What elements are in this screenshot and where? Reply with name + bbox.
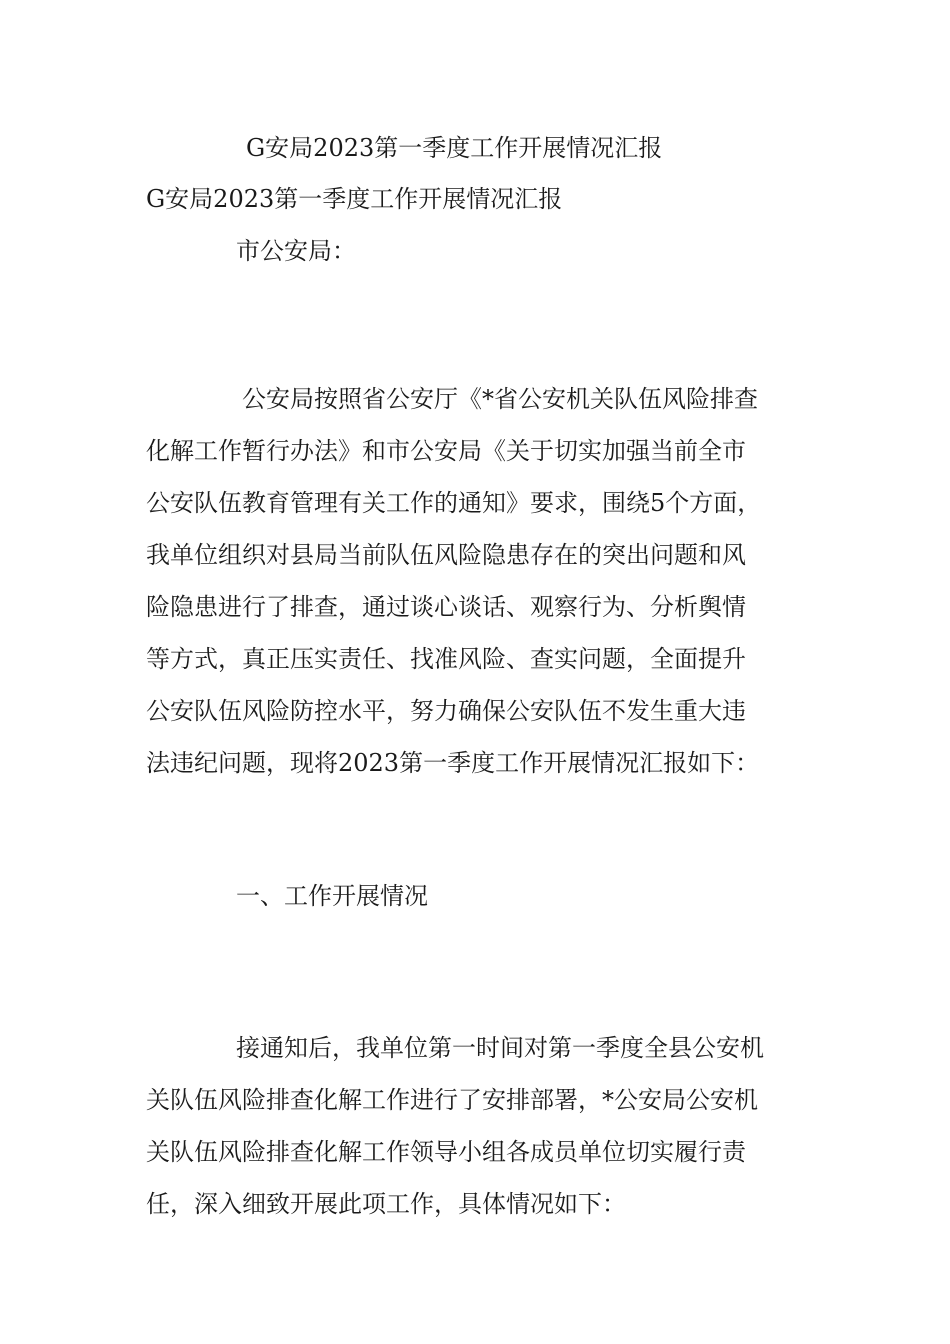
paragraph-line: 化解工作暂行办法》和市公安局《关于切实加强当前全市 — [146, 437, 746, 465]
paragraph-line: 法违纪问题，现将2023第一季度工作开展情况汇报如下： — [146, 749, 760, 777]
paragraph-line: 公安队伍风险防控水平，努力确保公安队伍不发生重大违 — [146, 697, 746, 725]
section-heading: 一、工作开展情况 — [236, 882, 428, 910]
paragraph-line: 接通知后，我单位第一时间对第一季度全县公安机 — [236, 1034, 764, 1062]
paragraph-line: 关队伍风险排查化解工作进行了安排部署，*公安局公安机 — [146, 1086, 758, 1114]
document-title-centered: G安局2023第一季度工作开展情况汇报 — [246, 134, 663, 162]
paragraph-line: 我单位组织对县局当前队伍风险隐患存在的突出问题和风 — [146, 541, 746, 569]
document-title: G安局2023第一季度工作开展情况汇报 — [146, 185, 563, 213]
paragraph-line: 等方式，真正压实责任、找准风险、查实问题，全面提升 — [146, 645, 746, 673]
paragraph-line: 公安局按照省公安厅《*省公安机关队伍风险排查 — [242, 385, 758, 413]
salutation: 市公安局： — [236, 237, 356, 265]
paragraph-line: 险隐患进行了排查，通过谈心谈话、观察行为、分析舆情 — [146, 593, 746, 621]
paragraph-line: 关队伍风险排查化解工作领导小组各成员单位切实履行责 — [146, 1138, 746, 1166]
paragraph-line: 公安队伍教育管理有关工作的通知》要求，围绕5个方面， — [146, 489, 762, 517]
paragraph-line: 任，深入细致开展此项工作，具体情况如下： — [146, 1190, 626, 1218]
